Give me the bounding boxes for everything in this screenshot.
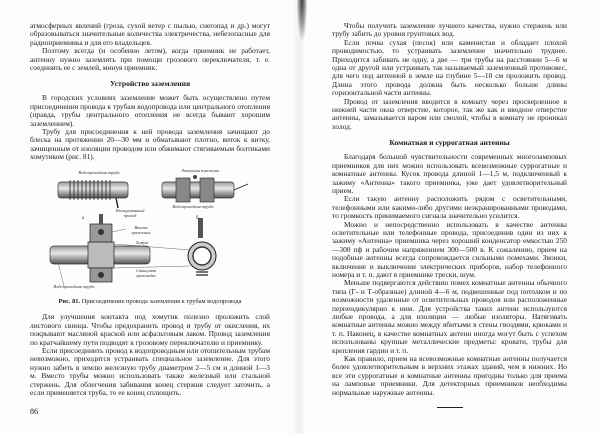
page-number: 86 [30,407,38,416]
paragraph: Как правило, прием на всевозможные комнатные антенны получается более удовлетворительным в верхних этажах зданий, чем в нижних. Но все эти суррогатные и комнатные антенны пригодны только для приема на ламповые приемники. Для детекторных приемников необходимы нормальные наружные антенны. [332,354,567,397]
section-heading: Устройство заземления [109,79,191,89]
paragraph: Если почва сухая (песок) или каменистая и обладает плохой проводимостью, то устраивать заземление значительно труднее. Приходится забивать не одну, а две — три трубы на расстоянии 5—6 м одна от другой или устраивать так называемый заземленный противовес, для чего под антенной в земле на глубине 5—10 см проложить провод. Длина этого провода должна быть несколько больше длины горизонтальной части антенны. [332,37,567,98]
paragraph: Если присоединить провод к водопроводным или отопительным трубам невозможно, приходится устраивать специальное заземление. Для этого нужно забить в землю железную трубу диаметром 2—5 см и длиной 1—3 м. Вместо трубы можно использовать также железный или стальной стержень. Для облегчения забивания конец стержня следует заточить, а если применяется труба, то ее конец сплющить. [30,345,270,397]
figure-81 [30,168,270,294]
section-heading: Комнатная и суррогатная антенны [389,138,510,148]
label-brass-plate: Латунная пластина [181,167,219,173]
paragraph: Трубу для присоединения к ней провода заземления зачищают до блеска на протяжении 20—30 мм и обматывают плотно, виток к витку, зачищенным от изоляции проводом или обжимают стягиваемым болтиками хомутиком (рис. 81). [30,127,270,162]
paragraph: Благодаря большой чувствительности современных многоламповых приемников для них можно использовать всевозможные суррогатные и комнатные антенны. Кусок провода длиной 1—1,5 м, подключенный к зажиму «Антенна» такого приемника, уже дает удовлетворительный прием. [332,152,567,195]
label-insulated-wire: Изолированный провод [115,207,145,218]
label-clamp: Хомут [135,239,149,245]
paragraph: Поэтому всегда (и особенно летом), когда приемник не работает, антенну нужно заземлять при помощи грозового переключателя, т. е. соединять ее с землей, минуя приемник. [30,46,270,73]
paragraph: атмосферных явлений (гроза, сухой ветер с пылью, снегопад и др.) могут образовываться значительные количества электричества, небезопасные для радиоприемника и для его владельцев. [30,21,270,47]
label-bolts: Винты крепления [131,224,151,235]
section-end-rule [437,407,463,408]
label-water-pipe-a: Водопроводная труба [78,169,120,175]
scan-shadow [297,0,307,40]
paragraph: Чтобы получить заземление лучшего качества, нужно стержень или трубу забить до уровня грунтовых вод. [332,21,567,39]
paragraph: Меньше подвергаются действию помех комнатные антенны обычного типа (Г- и Т-образные) длиной 4—6 м, подвешенные под потолком и по возможности удаленные от осветительных проводов или расположенные перпендикулярно к ним. Для устройства таких антенн используются любые провода, а для изоляции — любые изоляторы. Натягивать комнатные антенны можно между вбитыми в стены гвоздями, крюками и т. п. Наконец, в качестве комнатных антенн иногда могут быть с успехом использованы крупные металлические предметы: кровати, трубы для крепления гардин и т. п. [332,278,567,355]
paragraph: Провод от заземления вводится в комнату через просверленное в нижней части окна отверстие, которое, так же как и вводное отверстие антенны, замазывается варом или смолой, чтобы в комнату не проникал холод. [332,96,567,131]
paragraph: В городских условиях заземление может быть осуществлено путем присоединения провода к трубам водопровода или центрального отопления (правда, трубы центрального отопления не всегда бывают хорошим заземлением). [30,93,270,128]
book-gutter [292,0,306,434]
label-lead-gasket: Свинцовая прокладка [136,267,156,278]
label-water-pipe-c: Водопроводная труба [53,283,95,289]
paragraph: Для улучшения контакта под хомутик полезно проложить слой листового свинца. Чтобы предохранить провод и трубу от окисления, их покрывают масляной краской или асфальтовым лаком. Провод заземления по кратчайшему пути подводят к грозовому переключателю и приемнику. [30,312,270,347]
caption-number: Рис. 81. [58,297,81,305]
panel-letter-a: а [82,215,85,221]
panel-letter-b: б [196,215,199,221]
paragraph: Если такую антенну расположить рядом с осветительными, телефонными или какими-либо другими неэкранированными проводами, то громкость принимаемого сигнала значительно усилится. [332,194,567,221]
label-water-pipe-b: Водопроводная труба [172,203,214,209]
caption-text: Присоединение провода заземления к трубам водопровода [81,297,242,305]
paragraph: Можно и непосредственно использовать в качестве антенны осветительные или телефонные провода, присоединив один из них к зажиму «Антенна» приемника через хороший конденсатор емкостью 250—300 пф и рабочим напряжением 300—500 в. К сожалению, прием на подобные антенны всегда сопровождается сильными помехами. Звонки, включение и выключение электрических приборов, набор телефонного номера и т. п. дают в приемнике трески, шум. [332,219,567,279]
right-page [300,0,600,434]
figure-caption [30,298,270,306]
